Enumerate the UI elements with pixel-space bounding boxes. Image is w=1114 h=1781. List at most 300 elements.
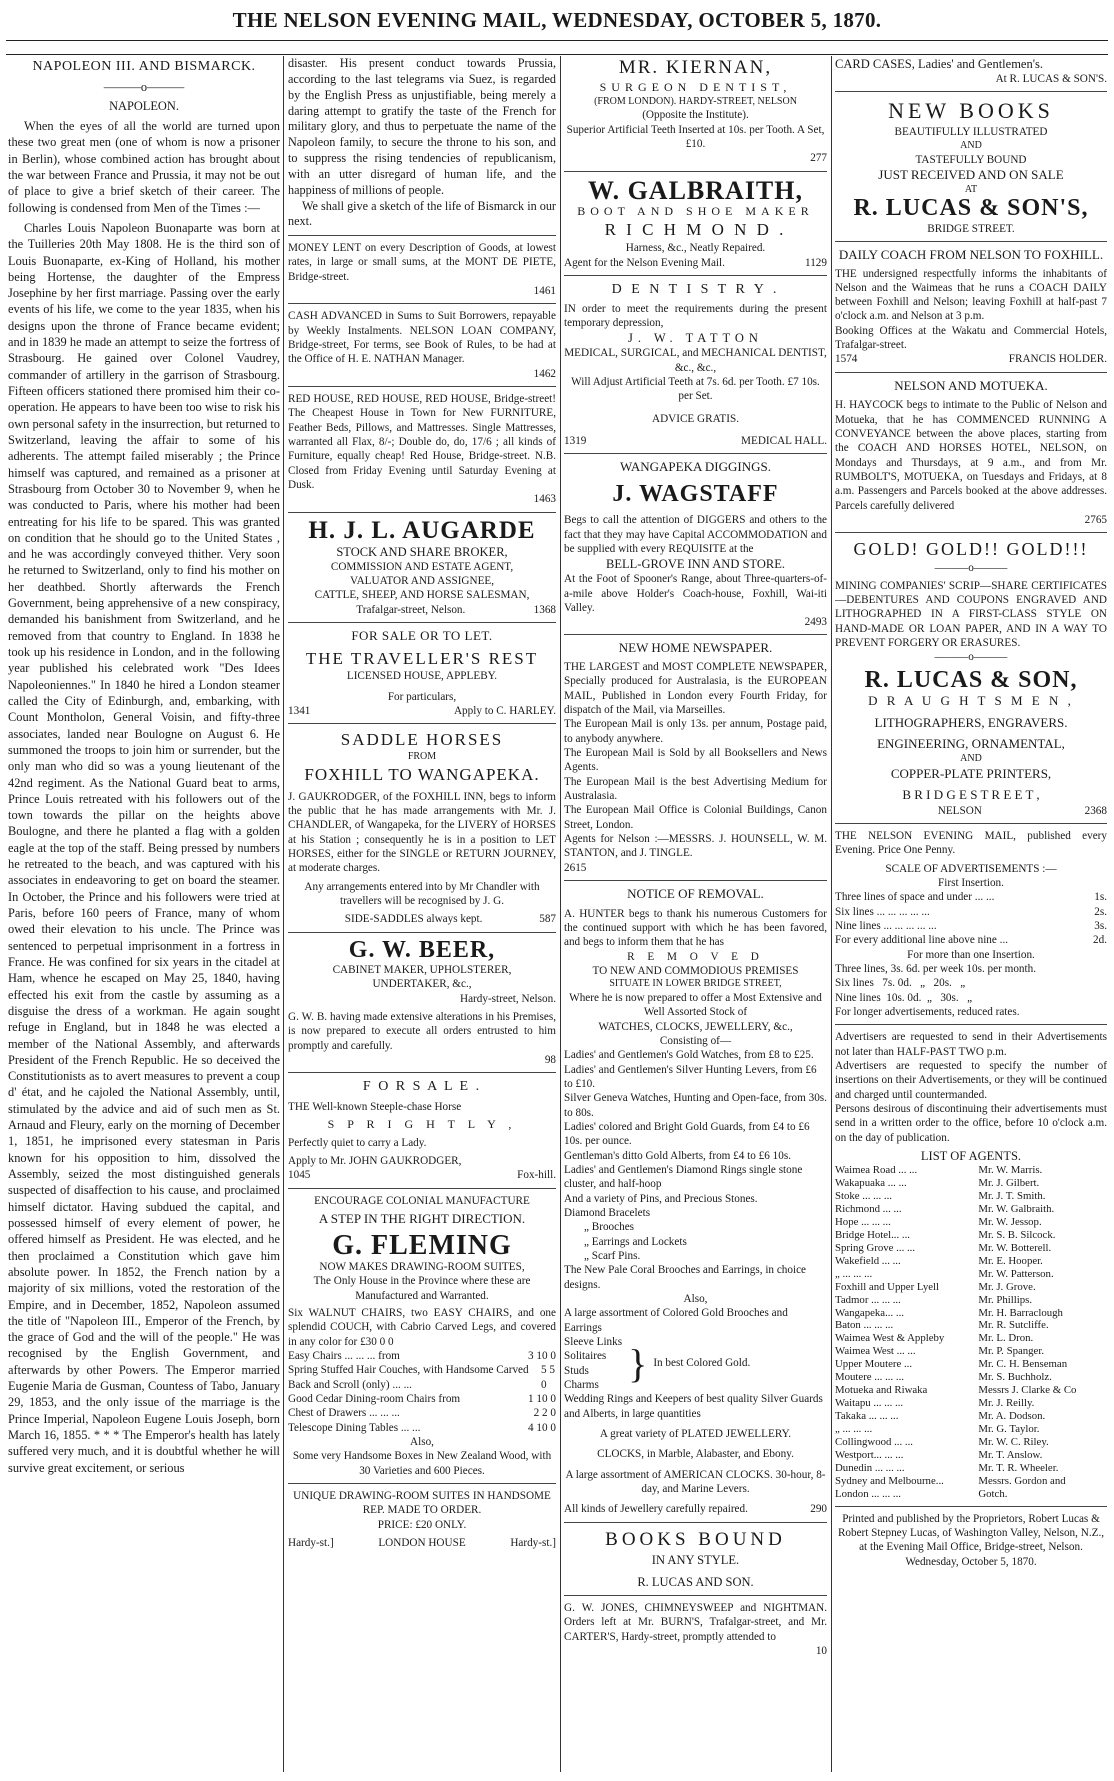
- ad-line: PRICE: £20 ONLY.: [377, 1518, 467, 1531]
- ad-text: IN order to meet the requirements during the present temporary depression,: [564, 302, 827, 330]
- article-paragraph: Charles Louis Napoleon Buonaparte was born at the Tuilleries 20th May 1808. He is the third son of Louis Buonaparte, ex-King of Holland, his mother being Hortense, the daughter of the Empress Josephine by her first marriage. Passing over the early events of his life, we come to the year 1835, when his designs upon the throne of France became evident; and in 1839 he made an attempt to seize the fortress of Strasbourg. He gained over Colonel Vaudrey, commander of artillery in the garrison of Strasbourg. Fifteen officers stationed there promised him their co-operation. He appears to have been too wise to risk his own personal safety in the insurrection, but returned to Switzerland, leaving the affair to some of his adherents. The attempt failed miserably ; the Prince himself was captured, and remained as a prisoner at Strasbourg from October 30 to November 9, when he was conducted to Paris, where his mother had been entreating for his life to be spared. This was granted on condition that he should go to the United States , and he was accordingly conveyed thither. Very soon he returned to Switzerland, only to find his mother on her deathbed. Shortly afterwards the French Government, being apprehensive of a new conspiracy, demanded his banishment from Switzerland, and he removed from that country to England. In 1838 he took up his residence in London, and in the following year published his celebrated work "Des Idees Napoleoniennes." In 1840 he hired a London steamer called the City of Edinburgh, and, embarking, with Count Montholon, General Voisin, and fifty-three associates, landed near Boulogne on August 6. He summoned the troops to join him or surrender, but the only man who did so was a young lieutenant of the 42nd regiment. As the National Guard beat to arms, Prince Louis retreated with his followers out of the town towards the pillar on the heights above Boulogne, and there he planted a flag with a golden eagle at the top of the staff. Being pressed by numbers he retreated to the beach, and was captured with his associates in endeavoring to get on board the steamer. In October, the Prince and his followers were tried at Paris, before 160 peers of France, many of whom owed their elevation to his uncle. The Prince was sentenced to perpetual imprisonment in a fortress in France. He was confined for six years in the citadel at Ham, whence he escaped on May 25, 1840, having effected his exit from the castle by assuming as a disguise the dress of a workman. He again sought refuge in England, but in 1848 he was elected a member of the National Assembly, and afterwards President of the French Republic. He so deceived the Constitutionists as to avert measures to prevent a coup d' état, and he cajoled the National Assembly, until, stimulated by the advice and aid of such men as St. Arnaud and Fleury, early on the morning of December 1, 1851, he imprisoned every statesman in Paris known for his opposition to him, dissolved the Assembly, seized the most distinguished generals suspected of disaffection to his cause, and proclaimed himself dictator. Having subdued the capital, and possessed himself of every element of power, he offered himself as President. He was elected, and he then proclaimed a Constitution which gave him absolute power. In 1852, the French nation by a majority of six millions, voted the restoration of the Empire, and in December, 1852, Napoleon assumed the title of "Napoleon III., Emperor of the French, by the grace of God and the will of the people." He was recognised by the English Government, and afterwards by other Powers. The Emperor married Eugenie Maria de Gusman, Countess of Tabo, January 29, 1853, and the only issue of the marriage is the Prince Imperial, Napoleon Eugene Louis Joseph, born March 16, 1855. * * * The Emperor's health has lately suffered very much, and it is doubtful whether he will survive great excitement, or serious: [8, 220, 280, 1475]
- ad-number: 277: [810, 152, 827, 165]
- ad-heading: THE TRAVELLER'S REST: [305, 648, 539, 668]
- rate-row: Three lines, 3s. 6d. per week 10s. per month.: [835, 963, 1037, 976]
- ad-text: THE NELSON EVENING MAIL, published every Evening. Price One Penny.: [835, 830, 1107, 857]
- agent-name: Mr. R. Sutcliffe.: [978, 1319, 1049, 1332]
- agent-place: Foxhill and Upper Lyell: [835, 1280, 940, 1293]
- ad-line: Hardy-st.]: [288, 1537, 334, 1550]
- ad-number: 2615: [564, 861, 587, 874]
- rate-value: 1s.: [1094, 891, 1107, 904]
- ad-line: FRANCIS HOLDER.: [1008, 353, 1107, 366]
- ad-text: Six WALNUT CHAIRS, two EASY CHAIRS, and one splendid COUCH, with Cabrio Carved Legs, and covered in any color for £30 0 0: [288, 1307, 556, 1348]
- ad-text: Booking Offices at the Wakatu and Commercial Hotels, Trafalgar-street.: [835, 324, 1107, 352]
- ad-red-house: [288, 392, 556, 507]
- ad-fleming: [288, 1194, 556, 1551]
- ad-line: NELSON: [937, 804, 982, 817]
- ad-text: THE Well-known Steeple-chase Horse: [288, 1101, 462, 1114]
- ad-lucas-son: [835, 668, 1107, 818]
- ad-number: 1341: [288, 705, 311, 718]
- ad-line: (FROM LONDON). HARDY-STREET, NELSON: [594, 95, 797, 107]
- agent-place: Waimea Road ... ...: [835, 1164, 918, 1177]
- list-item: Diamond Bracelets: [564, 1207, 651, 1220]
- ad-beer: [288, 938, 556, 1067]
- ad-heading: G. W. BEER,: [348, 936, 496, 963]
- ad-line: A great variety of PLATED JEWELLERY.: [599, 1427, 792, 1440]
- ad-line: Trafalgar-street, Nelson.: [356, 603, 466, 616]
- price-row: [288, 1349, 556, 1363]
- ad-line: For longer advertisements, reduced rates.: [835, 1006, 1020, 1019]
- ad-line: R. LUCAS AND SON.: [637, 1574, 754, 1589]
- ad-line: LITHOGRAPHERS, ENGRAVERS.: [874, 714, 1068, 730]
- ad-line: R I C H M O N D .: [604, 220, 787, 240]
- ad-text: THE LARGEST and MOST COMPLETE NEWSPAPER, Specially produced for Australasia, is the EUROPEAN MAIL, Published in London every Fourth Friday, for dispatch of the Mail, via Marseilles.: [564, 661, 827, 717]
- article-subtitle: NAPOLEON.: [109, 98, 179, 113]
- ad-heading: R. LUCAS & SON,: [864, 666, 1078, 693]
- agent-name: Mr. P. Spanger.: [978, 1345, 1045, 1358]
- ad-line: A large assortment of Colored Gold Brooches and Earrings: [564, 1307, 788, 1334]
- ad-text: THE undersigned respectfully informs the inhabitants of Nelson and the Waimeas that he runs a COACH DAILY between Foxhill and Nelson; leaving Foxhill at half-past 7 o'clock a.m. and Nelson at 3 p.m.: [835, 267, 1107, 323]
- ad-line: BEAUTIFULLY ILLUSTRATED: [894, 126, 1048, 139]
- ad-line: BOOT AND SHOE MAKER: [577, 204, 814, 219]
- ad-text: The European Mail is the best Advertising Medium for Australasia.: [564, 775, 827, 803]
- ad-line: TASTEFULLY BOUND: [915, 153, 1027, 166]
- agent-name: Mr. T. Anslow.: [978, 1449, 1043, 1461]
- agent-place: Baton ... ... ...: [835, 1319, 894, 1332]
- list-item: Sleeve Links: [564, 1335, 623, 1348]
- ad-text: The European Mail is only 13s. per annum, Postage paid, to anybody anywhere.: [564, 718, 827, 745]
- ad-line: Will Adjust Artificial Teeth at 7s. 6d. per Tooth. £7 10s. per Set.: [571, 376, 820, 403]
- price-value: 5 5 0: [540, 1364, 555, 1391]
- list-item: And a variety of Pins, and Precious Stones.: [564, 1192, 758, 1205]
- article-divider: ———o———: [103, 80, 185, 95]
- ad-line: STOCK AND SHARE BROKER,: [336, 544, 508, 559]
- ad-nelson-evening-mail: [835, 829, 1107, 1145]
- ad-line: LONDON HOUSE: [378, 1537, 466, 1550]
- ad-text: Persons desirous of discontinuing their advertisements must send in a written order to the office, before 10 o'clock a.m. on the day of publication.: [835, 1103, 1107, 1144]
- agent-place: Wakefield ... ...: [835, 1254, 901, 1267]
- ad-number: 2368: [1084, 804, 1107, 817]
- list-item: Ladies' colored and Bright Gold Guards, from £4 to £6 10s. per ounce.: [564, 1121, 810, 1148]
- list-item: Solitaires: [564, 1350, 607, 1363]
- ad-number: 1461: [533, 284, 556, 297]
- ad-wangapeka: [564, 459, 827, 629]
- ad-number: 587: [539, 913, 556, 926]
- ad-text: J. GAUKRODGER, of the FOXHILL INN, begs to inform the public that he has made arrangements with Mr. J. CHANDLER, of Wangapeka, for the LIVERY of HORSES at his Station ; consequently he is in a position to LET HORSES, either for the SINGLE or RETURN JOURNEY, at moderate charges.: [288, 790, 556, 875]
- article-paragraph: When the eyes of all the world are turned upon these two great men (one of whom is now a prisoner in Berlin), whose combined action has brought about the war between France and Prussia, it may not be out of place to give a brief sketch of their career. The following is condensed from Men of the Times :—: [8, 119, 280, 215]
- ad-text: Advertisers are requested to send in their Advertisements not later than HALF-PAST TWO p.m.: [835, 1031, 1107, 1058]
- ad-text: MINING COMPANIES' SCRIP—SHARE CERTIFICATES—DEBENTURES AND COUPONS ENGRAVED AND LITHOGRAPHED IN A FIRST-CLASS STYLE ON HAND-MADE OR LOAN PAPER, AND IN A WAY TO PREVENT FORGERY OR ERASURES.: [835, 579, 1107, 650]
- table-row: [835, 1203, 1107, 1216]
- ad-heading: A STEP IN THE RIGHT DIRECTION.: [318, 1211, 526, 1227]
- ad-line: Harness, &c., Neatly Repaired.: [625, 242, 766, 255]
- ad-line: AND: [960, 752, 982, 764]
- ad-heading: WANGAPEKA DIGGINGS.: [620, 459, 771, 475]
- price-row: [288, 1406, 556, 1420]
- list-item: Charms: [564, 1378, 599, 1391]
- table-row: [835, 1423, 1107, 1436]
- ad-text: The European Mail Office is Colonial Buildings, Canon Street, London.: [564, 804, 827, 831]
- ad-line: For more than one Insertion.: [907, 948, 1035, 961]
- masthead-rule: [6, 40, 1108, 41]
- ad-saddle-horses: [288, 729, 556, 926]
- table-row: [835, 1371, 1107, 1384]
- table-row: [835, 1358, 1107, 1371]
- ad-text: MONEY LENT on every Description of Goods, at lowest rates, in large or small sums, at the MONT DE PIETE, Bridge-street.: [288, 241, 556, 283]
- table-row: [835, 1449, 1107, 1462]
- ad-european-mail: [564, 640, 827, 875]
- ad-daily-coach: [835, 247, 1107, 367]
- brace-icon: }: [628, 1340, 648, 1386]
- masthead-rule-lower: [6, 54, 1108, 55]
- agent-place: Motueka and Riwaka: [835, 1384, 928, 1397]
- ad-text: G. W. B. having made extensive alterations in his Premises, is now prepared to execute all orders entrusted to him promptly and carefully.: [288, 1010, 556, 1052]
- table-row: [835, 1268, 1107, 1281]
- ad-heading: FOXHILL TO WANGAPEKA.: [304, 765, 540, 784]
- ad-new-books: [835, 97, 1107, 236]
- ad-number: 1368: [533, 603, 556, 616]
- price-item: Easy Chairs ... ... ... from: [288, 1350, 400, 1363]
- ad-line: BELL-GROVE INN AND STORE.: [606, 557, 785, 572]
- agent-name: Mr. W. C. Riley.: [978, 1436, 1049, 1449]
- price-item: Telescope Dining Tables ... ...: [288, 1421, 421, 1434]
- ad-galbraith: [564, 177, 827, 270]
- ad-text: Any arrangements entered into by Mr Chandler with travellers will be recognised by J. G.: [304, 880, 540, 908]
- agent-place: Stoke ... ... ...: [835, 1189, 892, 1202]
- ad-heading: H. J. L. AUGARDE: [308, 516, 536, 544]
- article-continuation: disaster. His present conduct towards Prussia, according to the last telegrams via Suez, is regarded by the English Press as unjustifiable, being merely a daring attempt to gratify the taste of the French for military glory, and thus to perpetuate the name of the Napoleon family, to secure the throne to his son, and to suppress the rising tendencies of republicanism, with an utter disregard of human life, and the happiness of millions of people.: [288, 56, 556, 197]
- ad-text: The European Mail is Sold by all Booksellers and News Agents.: [564, 747, 827, 774]
- ad-line: NOW MAKES DRAWING-ROOM SUITES,: [319, 1261, 525, 1274]
- ad-line: VALUATOR AND ASSIGNEE,: [349, 575, 495, 588]
- ad-number: 1462: [533, 367, 556, 380]
- ad-line: SITUATE IN LOWER BRIDGE STREET,: [609, 978, 782, 990]
- ad-text: RED HOUSE, RED HOUSE, RED HOUSE, Bridge-street! The Cheapest House in Town for New FURNITURE, Feather Beds, Pillows, and Mattresses. Single Mattresses, warranted all Flax, 8/-; Double do, do, 17/6 ; all kinds of Furniture, equally cheap! Red House, Bridge-street. N.B. Closed from Friday Evening until Saturday Evening at Dusk.: [288, 392, 556, 491]
- table-row: [835, 1488, 1107, 1501]
- article-continuation: We shall give a sketch of the life of Bismarck in our next.: [288, 198, 556, 229]
- ad-line: JUST RECEIVED AND ON SALE: [878, 166, 1064, 182]
- ad-line: IN ANY STYLE.: [651, 1552, 740, 1567]
- agent-name: Mr. J. Reilly.: [978, 1397, 1035, 1410]
- ad-line: A large assortment of AMERICAN CLOCKS. 30-hour, 8-day, and Marine Levers.: [565, 1468, 826, 1495]
- ad-card-cases: [835, 56, 1107, 86]
- agent-place: Tadmor ... ... ...: [835, 1293, 901, 1306]
- agent-name: Mr. J. T. Smith.: [978, 1189, 1046, 1202]
- ad-line: CABINET MAKER, UPHOLSTERER,: [332, 963, 512, 976]
- agent-name: Messrs. Gordon and: [978, 1474, 1066, 1487]
- ad-line: For particulars,: [387, 690, 457, 703]
- ad-number: 290: [810, 1503, 827, 1516]
- agent-place: Spring Grove ... ...: [835, 1241, 916, 1254]
- table-row: [835, 1475, 1107, 1488]
- rate-value: 2d.: [1093, 934, 1107, 947]
- agent-place: Hope ... ... ...: [835, 1215, 891, 1228]
- rate-label: Nine lines ... ... ... ... ...: [835, 920, 937, 933]
- price-value: 3 10 0: [528, 1350, 556, 1363]
- agent-name: Mr. Phillips.: [978, 1293, 1033, 1306]
- ad-line: Some very Handsome Boxes in New Zealand Wood, with 30 Varieties and 600 Pieces.: [292, 1450, 552, 1477]
- agent-name: Mr. W. Galbraith.: [978, 1202, 1055, 1215]
- rate-label: For every additional line above nine ...: [835, 934, 1009, 947]
- ad-text: Agents for Nelson :—MESSRS. J. HOUNSELL, W. M. STANTON, and J. TINGLE.: [564, 833, 827, 860]
- table-row: [835, 1462, 1107, 1475]
- agent-name: Mr. C. H. Benseman: [978, 1358, 1068, 1371]
- ad-line: Superior Artificial Teeth Inserted at 10s. per Tooth. A Set, £10.: [566, 123, 825, 151]
- ad-text: H. HAYCOCK begs to intimate to the Public of Nelson and Motueka, that he has COMMENCED RUNNING A CONVEYANCE between the above places, starting from the COACH AND HORSES HOTEL, NELSON, on Mondays and Thursdays, at 9 a.m., and from Mr. RUMBOLT'S, MOTUEKA, on Tuesdays and Fridays, at 8 a.m. Passengers and Parcels booked at the above addresses. Parcels carefully delivered: [835, 399, 1107, 512]
- agent-name: Gotch.: [978, 1487, 1008, 1500]
- table-row: [835, 1294, 1107, 1307]
- price-value: 4 10 0: [528, 1421, 556, 1434]
- agent-place: Sydney and Melbourne...: [835, 1474, 944, 1487]
- table-row: [835, 1345, 1107, 1358]
- table-row: [835, 1319, 1107, 1332]
- ad-text: Advertisers are requested to specify the number of insertions on their Advertisements, or they will be continued and charged until countermanded.: [835, 1060, 1107, 1101]
- table-row: [835, 1190, 1107, 1203]
- ad-line: UNDERTAKER, &c.,: [372, 978, 472, 991]
- ad-number: 10: [815, 1644, 827, 1657]
- price-value: 2 2 0: [533, 1407, 556, 1420]
- ad-line: AT: [964, 183, 978, 195]
- ad-number: 1045: [288, 1169, 311, 1182]
- ad-line: All kinds of Jewellery carefully repaired.: [564, 1503, 748, 1516]
- agents-table: [835, 1164, 1107, 1501]
- list-of-agents: [835, 1148, 1107, 1501]
- ad-heading: BOOKS BOUND: [605, 1528, 786, 1550]
- ad-line: LICENSED HOUSE, APPLEBY.: [346, 670, 498, 683]
- ad-kiernan: [564, 56, 827, 166]
- agent-name: Mr. J. Grove.: [978, 1280, 1036, 1293]
- agent-place: Richmond ... ...: [835, 1202, 902, 1215]
- ad-line: Fox-hill.: [517, 1169, 556, 1182]
- list-item: „ Earrings and Lockets: [584, 1235, 687, 1248]
- agent-name: Mr. T. R. Wheeler.: [978, 1461, 1059, 1474]
- agent-place: „ ... ... ...: [835, 1423, 873, 1436]
- rate-value: 3s.: [1094, 920, 1107, 933]
- table-row: [835, 1216, 1107, 1229]
- table-row: [835, 1397, 1107, 1410]
- price-value: 1 10 0: [528, 1393, 556, 1406]
- agent-name: Mr. W. Jessop.: [978, 1215, 1042, 1228]
- ad-motueka: [835, 378, 1107, 528]
- ad-heading: LIST OF AGENTS.: [920, 1149, 1022, 1164]
- ad-dentistry: [564, 281, 827, 449]
- ad-divider: ———o———: [934, 651, 1008, 664]
- price-item: Good Cedar Dining-room Chairs from: [288, 1393, 461, 1406]
- ad-heading: NOTICE OF REMOVAL.: [627, 886, 764, 902]
- agent-place: Waimea West & Appleby: [835, 1332, 945, 1345]
- ad-travellers-rest: [288, 628, 556, 718]
- ad-line: FROM: [407, 751, 437, 763]
- ad-heading: F O R S A L E .: [362, 1079, 482, 1095]
- agent-place: Bridge Hotel... ...: [835, 1228, 910, 1241]
- ad-heading: J. WAGSTAFF: [612, 481, 779, 507]
- ad-number: 98: [544, 1053, 556, 1066]
- price-item: Chest of Drawers ... ... ...: [288, 1407, 400, 1420]
- column-4: [835, 56, 1107, 1772]
- ad-line: First Insertion.: [938, 877, 1004, 890]
- ad-gold: [835, 538, 1107, 664]
- agent-name: Mr. G. Taylor.: [978, 1423, 1040, 1436]
- ad-heading: GOLD! GOLD!! GOLD!!!: [853, 539, 1089, 560]
- column-divider: [831, 56, 832, 1772]
- agent-name: Mr. L. Dron.: [978, 1332, 1034, 1345]
- ad-heading: G. FLEMING: [332, 1229, 512, 1261]
- masthead: THE NELSON EVENING MAIL, WEDNESDAY, OCTOBER 5, 1870.: [232, 8, 882, 32]
- ad-number: 1574: [835, 353, 858, 366]
- ad-text: Apply to Mr. JOHN GAUKRODGER,: [288, 1155, 462, 1168]
- list-item: Silver Geneva Watches, Hunting and Open-face, from 30s. to 80s.: [564, 1092, 827, 1119]
- price-row: [288, 1421, 556, 1435]
- table-row: [835, 1281, 1107, 1294]
- ad-heading: MR. KIERNAN,: [618, 57, 773, 78]
- ad-text: At the Foot of Spooner's Range, about Three-quarters-of-a-mile above Holder's Coach-house, Foxhill, Wai-iti Valley.: [564, 573, 827, 614]
- ad-line: In best Colored Gold.: [653, 1357, 751, 1370]
- agent-place: „ ... ... ...: [835, 1267, 873, 1280]
- list-item: „ Brooches: [584, 1221, 635, 1234]
- column-3: [564, 56, 827, 1772]
- agent-name: Mr. S. B. Silcock.: [978, 1228, 1056, 1241]
- ad-heading: NELSON AND MOTUEKA.: [894, 377, 1048, 393]
- ad-heading: NEW HOME NEWSPAPER.: [618, 640, 773, 656]
- table-row: [835, 1229, 1107, 1242]
- ad-line: Agent for the Nelson Evening Mail.: [564, 256, 725, 269]
- ad-line: UNIQUE DRAWING-ROOM SUITES IN HANDSOME REP. MADE TO ORDER.: [293, 1490, 551, 1517]
- list-item: Gentleman's ditto Gold Alberts, from £4 to £6 10s.: [564, 1149, 791, 1162]
- ad-line: ENGINEERING, ORNAMENTAL,: [877, 736, 1065, 752]
- agent-name: Mr. W. Patterson.: [978, 1267, 1054, 1280]
- agent-name: Mr. J. Gilbert.: [978, 1176, 1040, 1189]
- table-row: [835, 1242, 1107, 1255]
- ad-line: Also,: [683, 1292, 708, 1305]
- ad-money-lent: [288, 241, 556, 298]
- ad-line: At R. LUCAS & SON'S.: [995, 73, 1107, 85]
- price-row: [288, 1392, 556, 1406]
- ad-line: Also,: [410, 1436, 434, 1449]
- ad-heading: J. W. TATTON: [628, 331, 763, 346]
- ad-text: The Only House in the Province where these are Manufactured and Warranted.: [313, 1275, 531, 1302]
- ad-text: A. HUNTER begs to thank his numerous Customers for the continued support with which he has been favored, and begs to inform them that he has: [564, 907, 827, 949]
- agent-place: Wangapeka... ...: [835, 1306, 904, 1319]
- agent-place: Collingwood ... ...: [835, 1436, 913, 1449]
- list-item: Studs: [564, 1364, 589, 1377]
- ad-text: CASH ADVANCED in Sums to Suit Borrowers, repayable by Weekly Instalments. NELSON LOAN COMPANY, Bridge-street, For terms, see Book of Rules, to be had at the Office of H. E. NATHAN Manager.: [288, 310, 556, 366]
- ad-heading: D E N T I S T R Y .: [611, 281, 780, 297]
- agent-place: Takaka ... ... ...: [835, 1410, 899, 1423]
- ad-line: B R I D G E S T R E E T ,: [902, 787, 1040, 803]
- agent-name: Mr. A. Dodson.: [978, 1410, 1046, 1423]
- ad-line: SIDE-SADDLES always kept.: [344, 913, 483, 926]
- ad-number: 2765: [1084, 514, 1107, 527]
- agent-place: Dunedin ... ... ...: [835, 1461, 905, 1474]
- ad-text: CARD CASES, Ladies' and Gentlemen's.: [835, 57, 1043, 71]
- ad-heading: R. LUCAS & SON'S,: [853, 195, 1089, 222]
- ad-line: WATCHES, CLOCKS, JEWELLERY, &c.,: [598, 1020, 793, 1033]
- agent-place: Waitapu ... ... ...: [835, 1397, 904, 1410]
- agent-place: Upper Moutere ...: [835, 1358, 913, 1371]
- table-row: [835, 1332, 1107, 1345]
- ad-line: Hardy-st.]: [510, 1537, 556, 1550]
- ad-line: ADVICE GRATIS.: [651, 412, 739, 425]
- agent-name: Messrs J. Clarke & Co: [978, 1384, 1077, 1397]
- ad-line: COPPER-PLATE PRINTERS,: [890, 765, 1052, 781]
- agent-place: London ... ... ...: [835, 1487, 901, 1500]
- rate-row: [835, 919, 1107, 933]
- ad-line: MEDICAL HALL.: [741, 435, 827, 448]
- rate-row: [835, 905, 1107, 919]
- table-row: [835, 1410, 1107, 1423]
- agent-name: Mr. H. Barraclough: [978, 1306, 1063, 1319]
- column-1: [8, 56, 280, 1772]
- rate-row: Nine lines 10s. 0d. „ 30s. „: [835, 991, 973, 1004]
- rate-row: Six lines 7s. 0d. „ 20s. „: [835, 977, 966, 990]
- rate-row: [835, 890, 1107, 904]
- ad-heading: NEW BOOKS: [888, 98, 1054, 124]
- ad-heading: ENCOURAGE COLONIAL MANUFACTURE: [314, 1194, 530, 1207]
- agent-name: Mr. S. Buchholz.: [978, 1371, 1052, 1384]
- ad-heading: SADDLE HORSES: [340, 730, 504, 750]
- rate-label: Six lines ... ... ... ... ...: [835, 905, 930, 918]
- ad-line: R E M O V E D: [627, 950, 764, 963]
- ad-line: Wedding Rings and Keepers of best quality Silver Guards and Alberts, in large quantities: [564, 1393, 823, 1420]
- ad-divider: ———o———: [934, 562, 1008, 575]
- table-row: [835, 1384, 1107, 1397]
- table-row: [835, 1307, 1107, 1320]
- agent-place: Waimea West ... ...: [835, 1345, 916, 1358]
- list-item: Ladies' and Gentlemen's Diamond Rings single stone cluster, and half-hoop: [564, 1164, 803, 1191]
- column-divider: [283, 56, 284, 1772]
- ad-line: MEDICAL, SURGICAL, and MECHANICAL DENTIST, &c., &c.,: [564, 347, 827, 374]
- ad-line: Hardy-street, Nelson.: [460, 992, 556, 1005]
- ad-line: D R A U G H T S M E N ,: [868, 692, 1074, 708]
- ad-text: G. W. JONES, CHIMNEYSWEEP and NIGHTMAN. Orders left at Mr. BURN'S, Trafalgar-street, and Mr. CARTER'S, Hardy-street, promptly attended to: [564, 1601, 827, 1643]
- ad-line: S P R I G H T L Y ,: [327, 1117, 517, 1132]
- list-item: The New Pale Coral Brooches and Earrings, in choice designs.: [564, 1264, 807, 1291]
- column-2: [288, 56, 556, 1772]
- ad-number: 1463: [533, 493, 556, 506]
- ad-text: Perfectly quiet to carry a Lady.: [288, 1136, 427, 1149]
- rate-label: Three lines of space and under ... ...: [835, 891, 995, 904]
- ad-line: Apply to C. HARLEY.: [453, 705, 556, 718]
- agent-name: Mr. W. Marris.: [978, 1164, 1043, 1177]
- ad-line: CATTLE, SHEEP, AND HORSE SALESMAN,: [314, 589, 530, 602]
- ad-line: (Opposite the Institute).: [642, 109, 749, 122]
- price-item: Spring Stuffed Hair Couches, with Handsome Carved Back and Scroll (only) ... ...: [288, 1364, 529, 1391]
- ad-line: COMMISSION AND ESTATE AGENT,: [330, 560, 514, 573]
- agent-place: Moutere ... ... ...: [835, 1371, 904, 1384]
- list-item: Ladies' and Gentlemen's Gold Watches, from £8 to £25.: [564, 1049, 814, 1062]
- table-row: [835, 1164, 1107, 1177]
- price-row: [288, 1363, 556, 1392]
- agent-name: Mr. E. Hooper.: [978, 1254, 1043, 1267]
- ad-hunter-removal: [564, 886, 827, 1517]
- agent-place: Wakapuaka ... ...: [835, 1176, 907, 1189]
- ad-text: Begs to call the attention of DIGGERS and others to the fact that they may have Capital ACCOMMODATION and be supplied with every REQUISITE at the: [564, 514, 827, 555]
- ad-heading: DAILY COACH FROM NELSON TO FOXHILL.: [838, 246, 1104, 262]
- article-title: NAPOLEON III. AND BISMARCK.: [32, 59, 256, 74]
- ad-cash-advanced: [288, 309, 556, 381]
- ad-line: AND: [960, 139, 982, 151]
- list-item: „ Scarf Pins.: [584, 1250, 641, 1262]
- rate-value: 2s.: [1094, 905, 1107, 918]
- ad-line: Consisting of—: [659, 1035, 732, 1048]
- ad-for-sale-horse: [288, 1078, 556, 1183]
- ad-jones: [564, 1601, 827, 1658]
- ad-number: 1319: [564, 435, 587, 448]
- ad-books-bound: [564, 1528, 827, 1590]
- agent-name: Mr. W. Botterell.: [978, 1241, 1052, 1254]
- table-row: [835, 1255, 1107, 1268]
- ad-line: SURGEON DENTIST,: [599, 80, 792, 95]
